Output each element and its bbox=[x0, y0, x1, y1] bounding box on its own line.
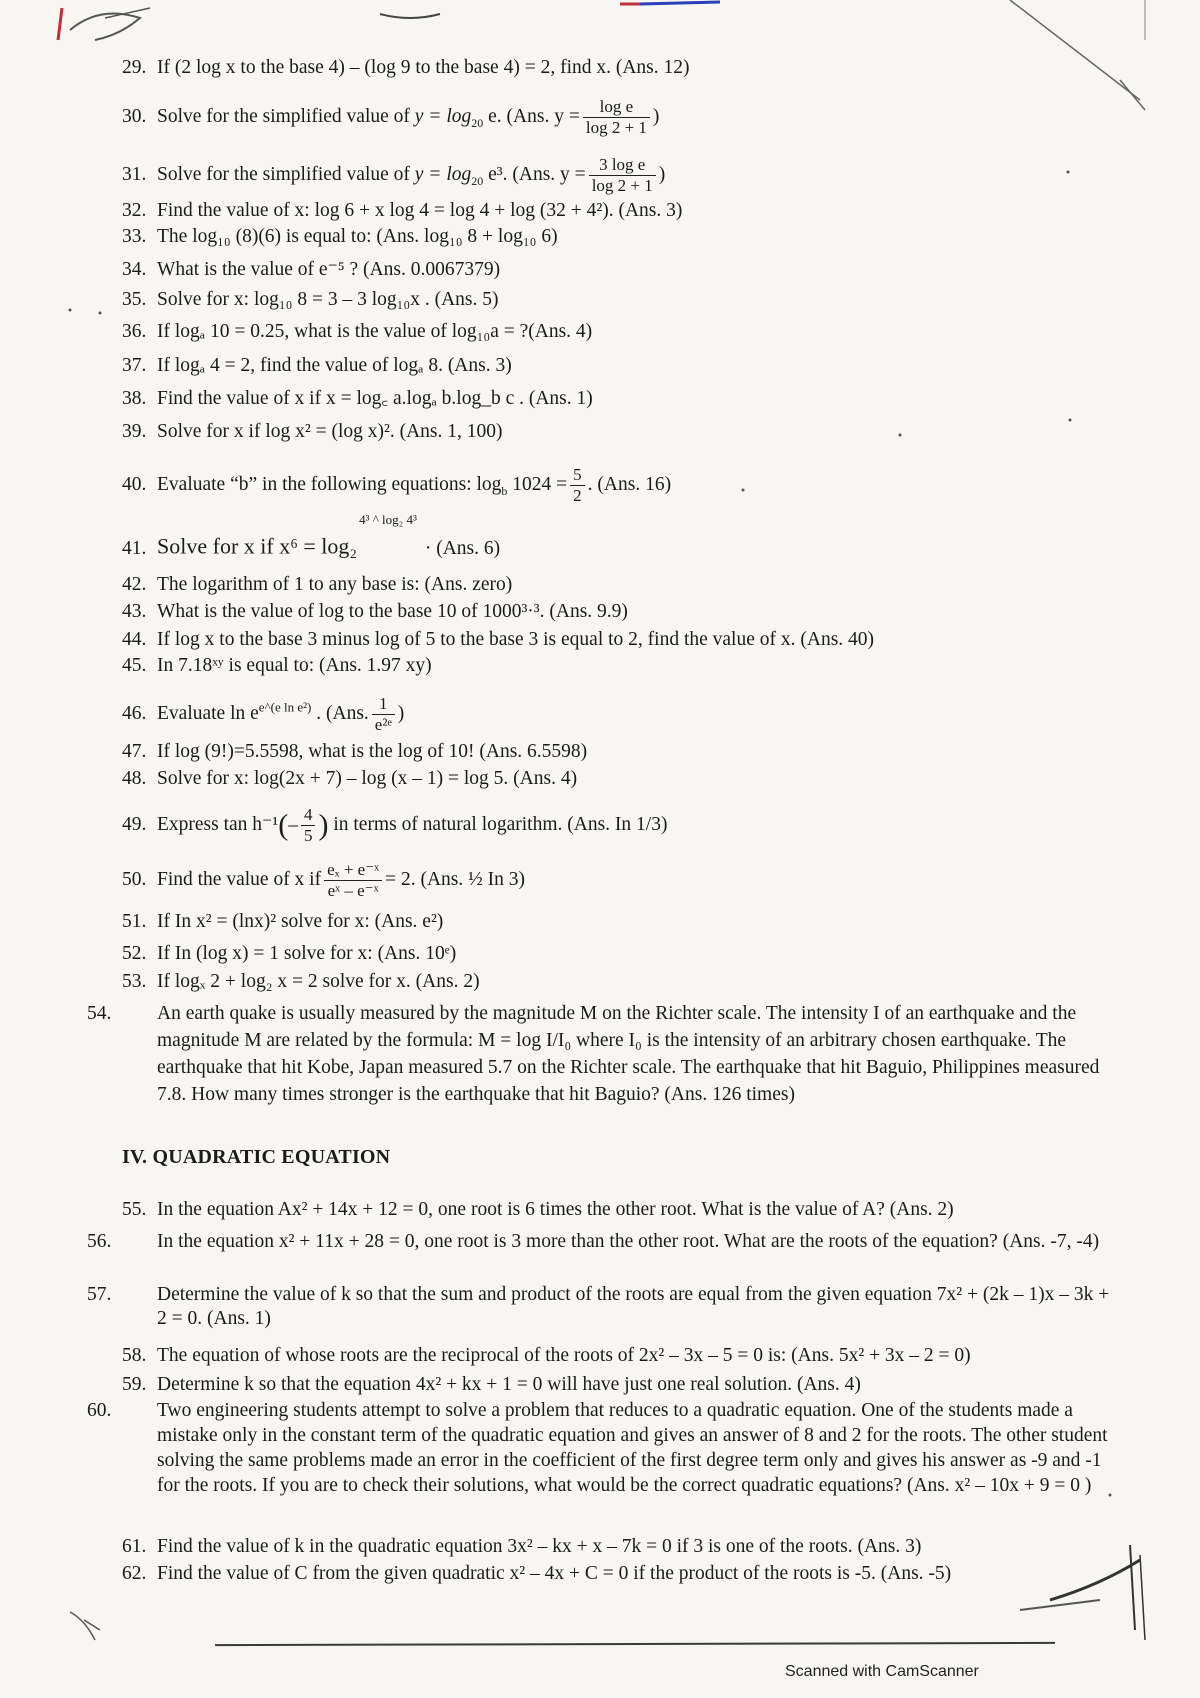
question-text: Evaluate “b” in the following equations: log bbox=[157, 473, 502, 495]
question-text: Two engineering students attempt to solve a problem that reduces to a quadratic equation. One of the students made a mistake only in the constant term of the quadratic equation and gives an answer of 8 and 2 for the roots. The other student solving the same problems made an error in the coefficient of the first degree term only and gives his answer as -9 and -1 for the roots. If you are to check their solutions, what would be the correct quadratic equations? (Ans. x² – 10x + 9 = 0 ) bbox=[157, 1400, 1108, 1496]
question-text: Find the value of k in the quadratic equation 3x² – kx + x – 7k = 0 if 3 is one of the roots. (Ans. 3) bbox=[157, 1536, 922, 1557]
question-text: If log x to the base 3 minus log of 5 to the base 3 is equal to 2, find the value of x. (Ans. 40) bbox=[157, 629, 875, 650]
question-text: e³. (Ans. y = bbox=[483, 163, 586, 185]
question-text: Solve for x: log₁₀ 8 = 3 – 3 log₁₀x . (Ans. 5) bbox=[157, 289, 499, 310]
question-number: 37. bbox=[122, 355, 147, 376]
question-40 bbox=[122, 465, 1082, 506]
question-answer: · (Ans. 6) bbox=[424, 537, 501, 559]
question-number: 57. bbox=[87, 1284, 112, 1305]
question-number: 32. bbox=[122, 200, 147, 221]
question-text: . (Ans. bbox=[311, 702, 369, 724]
question-number: 41. bbox=[122, 537, 147, 559]
fraction-numerator: log e bbox=[583, 97, 650, 118]
question-text: If log (9!)=5.5598, what is the log of 10! (Ans. 6.5598) bbox=[157, 741, 588, 762]
question-number: 42. bbox=[122, 574, 147, 595]
question-number: 44. bbox=[122, 629, 147, 650]
fraction-denominator: 5 bbox=[303, 826, 313, 845]
question-62 bbox=[122, 1562, 1082, 1586]
math-expression: y = log bbox=[414, 105, 472, 127]
question-46 bbox=[122, 694, 1082, 735]
math-expression: y = log bbox=[414, 163, 472, 185]
question-number: 43. bbox=[122, 601, 147, 622]
fraction-denominator: 2 bbox=[573, 486, 582, 505]
question-text: The logarithm of 1 to any base is: (Ans. zero) bbox=[157, 574, 513, 595]
question-number: 56. bbox=[87, 1231, 112, 1252]
question-60 bbox=[87, 1398, 1122, 1498]
question-text: Solve for the simplified value of bbox=[157, 163, 415, 185]
question-43 bbox=[122, 600, 1082, 624]
question-number: 29. bbox=[122, 57, 147, 78]
question-number: 39. bbox=[122, 421, 147, 442]
question-number: 50. bbox=[122, 868, 147, 890]
question-text: Determine the value of k so that the sum and product of the roots are equal from the given equation 7x² + (2k – 1)x – 3k + 2 = 0. (Ans. 1) bbox=[157, 1284, 1110, 1329]
question-text: In the equation Ax² + 14x + 12 = 0, one root is 6 times the other root. What is the value of A? (Ans. 2) bbox=[157, 1199, 954, 1220]
question-text: If (2 log x to the base 4) – (log 9 to the base 4) = 2, find x. (Ans. 12) bbox=[157, 57, 690, 78]
fraction bbox=[589, 155, 656, 196]
left-paren: ( bbox=[278, 808, 289, 842]
question-text: . (Ans. 16) bbox=[587, 473, 672, 495]
fraction-denominator: e²ᵉ bbox=[374, 715, 392, 734]
fraction-numerator: 5 bbox=[570, 465, 585, 486]
question-53 bbox=[122, 970, 1082, 994]
question-text: Evaluate ln e bbox=[157, 702, 259, 724]
question-number: 33. bbox=[122, 226, 147, 247]
question-number: 53. bbox=[122, 971, 147, 992]
question-text: If logₓ 2 + log₂ x = 2 solve for x. (Ans. 2) bbox=[157, 971, 480, 992]
subscript: b bbox=[501, 483, 508, 498]
fraction bbox=[583, 97, 650, 138]
fraction-denominator: eˣ – e⁻ˣ bbox=[327, 881, 379, 900]
fraction bbox=[324, 860, 382, 901]
question-57 bbox=[87, 1283, 1122, 1331]
right-paren: ) bbox=[318, 808, 329, 842]
fraction-numerator: 4 bbox=[301, 805, 316, 826]
exponent-tower: 4³ ^ log₂ 4³ bbox=[359, 512, 417, 527]
question-text: = 2. (Ans. ½ In 3) bbox=[385, 868, 525, 890]
question-51 bbox=[122, 910, 1082, 934]
question-text: An earth quake is usually measured by the magnitude M on the Richter scale. The intensity I of an earthquake and the magnitude M are related by the formula: M = log I/I₀ where I₀ is the intensity of an arbitrary chosen earthquake. The earthquake that hit Kobe, Japan measured 5.7 on the Richter scale. The earthquake that hit Baguio, Philippines measured 7.8. How many times stronger is the earthquake that hit Baguio? (Ans. 126 times) bbox=[157, 1003, 1100, 1105]
question-45 bbox=[122, 654, 1082, 678]
question-54 bbox=[87, 1000, 1122, 1108]
question-number: 60. bbox=[87, 1400, 112, 1421]
question-text: Find the value of x if bbox=[157, 868, 322, 890]
question-number: 49. bbox=[122, 813, 147, 835]
question-text: In 7.18ˣʸ is equal to: (Ans. 1.97 xy) bbox=[157, 655, 432, 676]
question-text: What is the value of log to the base 10 of 1000³·³. (Ans. 9.9) bbox=[157, 601, 628, 622]
question-number: 55. bbox=[122, 1199, 147, 1220]
question-number: 34. bbox=[122, 259, 147, 280]
question-number: 45. bbox=[122, 655, 147, 676]
fraction-denominator: log 2 + 1 bbox=[591, 176, 653, 195]
question-30 bbox=[122, 97, 1082, 138]
question-text: The equation of whose roots are the reciprocal of the roots of 2x² – 3x – 5 = 0 is: (Ans. 5x² + 3x – 2 = 0) bbox=[157, 1345, 971, 1366]
question-text: ) bbox=[397, 702, 405, 724]
question-text: Express tan h⁻¹ bbox=[157, 813, 279, 835]
question-number: 62. bbox=[122, 1563, 147, 1584]
question-41 bbox=[122, 512, 1082, 561]
question-text: Find the value of C from the given quadratic x² – 4x + C = 0 if the product of the roots is -5. (Ans. -5) bbox=[157, 1563, 952, 1584]
page-bottom-rule bbox=[215, 1642, 1055, 1646]
question-number: 31. bbox=[122, 163, 147, 185]
question-text: If In (log x) = 1 solve for x: (Ans. 10ᵉ) bbox=[157, 943, 457, 964]
question-text: If In x² = (lnx)² solve for x: (Ans. e²) bbox=[157, 911, 444, 932]
question-text: Solve for x: log(2x + 7) – log (x – 1) = log 5. (Ans. 4) bbox=[157, 768, 578, 789]
question-number: 52. bbox=[122, 943, 147, 964]
fraction bbox=[301, 805, 316, 846]
question-61 bbox=[122, 1535, 1082, 1559]
question-36 bbox=[122, 320, 1082, 344]
question-text: ) bbox=[652, 105, 660, 127]
question-text: If logₐ 10 = 0.25, what is the value of log₁₀a = ?(Ans. 4) bbox=[157, 321, 593, 342]
question-52 bbox=[122, 942, 1082, 966]
question-number: 35. bbox=[122, 289, 147, 310]
question-number: 58. bbox=[122, 1345, 147, 1366]
fraction-numerator: 1 bbox=[372, 694, 395, 715]
question-text: What is the value of e⁻⁵ ? (Ans. 0.0067379) bbox=[157, 259, 501, 280]
question-text: 1024 = bbox=[507, 473, 568, 495]
question-number: 51. bbox=[122, 911, 147, 932]
question-number: 38. bbox=[122, 388, 147, 409]
question-text: In the equation x² + 11x + 28 = 0, one root is 3 more than the other root. What are the roots of the equation? (Ans. -7, -4) bbox=[157, 1231, 1100, 1252]
question-59 bbox=[122, 1373, 1082, 1397]
fraction-denominator: log 2 + 1 bbox=[585, 118, 647, 137]
fraction bbox=[372, 694, 395, 735]
subscript: 20 bbox=[471, 173, 484, 188]
question-37 bbox=[122, 354, 1082, 378]
question-number: 30. bbox=[122, 105, 147, 127]
question-number: 48. bbox=[122, 768, 147, 789]
question-text: Determine k so that the equation 4x² + kx + 1 = 0 will have just one real solution. (Ans. 4) bbox=[157, 1374, 861, 1395]
question-47 bbox=[122, 740, 1082, 764]
question-58 bbox=[122, 1344, 1082, 1368]
question-38 bbox=[122, 387, 1082, 411]
subscript: 20 bbox=[471, 115, 484, 130]
question-31 bbox=[122, 155, 1082, 196]
question-number: 59. bbox=[122, 1374, 147, 1395]
question-29 bbox=[122, 56, 1082, 80]
scanner-watermark: Scanned with CamScanner bbox=[785, 1663, 979, 1680]
section-heading: IV. QUADRATIC EQUATION bbox=[122, 1146, 391, 1168]
question-55 bbox=[122, 1198, 1082, 1222]
question-48 bbox=[122, 767, 1082, 791]
question-50 bbox=[122, 860, 1082, 901]
question-44 bbox=[122, 628, 1082, 652]
question-number: 40. bbox=[122, 473, 147, 495]
exponent-tower: e^(e ln e²) bbox=[258, 699, 312, 715]
question-text: Solve for x if x⁶ = log₂ bbox=[157, 533, 358, 559]
question-32 bbox=[122, 199, 1082, 223]
fraction-numerator: 3 log e bbox=[589, 155, 656, 176]
question-number: 61. bbox=[122, 1536, 147, 1557]
question-number: 36. bbox=[122, 321, 147, 342]
question-text: Find the value of x if x = log꜀ a.logₐ b.log_b c . (Ans. 1) bbox=[157, 388, 593, 409]
fraction-numerator: eₓ + e⁻ˣ bbox=[324, 860, 382, 881]
question-number: 47. bbox=[122, 741, 147, 762]
question-text: in terms of natural logarithm. (Ans. In 1/3) bbox=[328, 813, 668, 835]
minus-sign: – bbox=[288, 814, 298, 836]
question-number: 54. bbox=[87, 1003, 112, 1024]
question-number: 46. bbox=[122, 702, 147, 724]
question-49 bbox=[122, 805, 1082, 846]
question-34 bbox=[122, 258, 1082, 282]
question-39 bbox=[122, 420, 1082, 444]
question-33 bbox=[122, 225, 1082, 249]
fraction bbox=[570, 465, 585, 506]
question-text: Find the value of x: log 6 + x log 4 = log 4 + log (32 + 4²). (Ans. 3) bbox=[157, 200, 683, 221]
question-text: Solve for x if log x² = (log x)². (Ans. 1, 100) bbox=[157, 421, 503, 442]
question-text: The log₁₀ (8)(6) is equal to: (Ans. log₁₀ 8 + log₁₀ 6) bbox=[157, 226, 558, 247]
question-text: ) bbox=[658, 163, 666, 185]
question-35 bbox=[122, 288, 1082, 312]
question-42 bbox=[122, 573, 1082, 597]
question-text: If logₐ 4 = 2, find the value of logₐ 8. (Ans. 3) bbox=[157, 355, 512, 376]
question-text: Solve for the simplified value of bbox=[157, 105, 415, 127]
question-text: e. (Ans. y = bbox=[483, 105, 580, 127]
question-56 bbox=[87, 1230, 1122, 1254]
